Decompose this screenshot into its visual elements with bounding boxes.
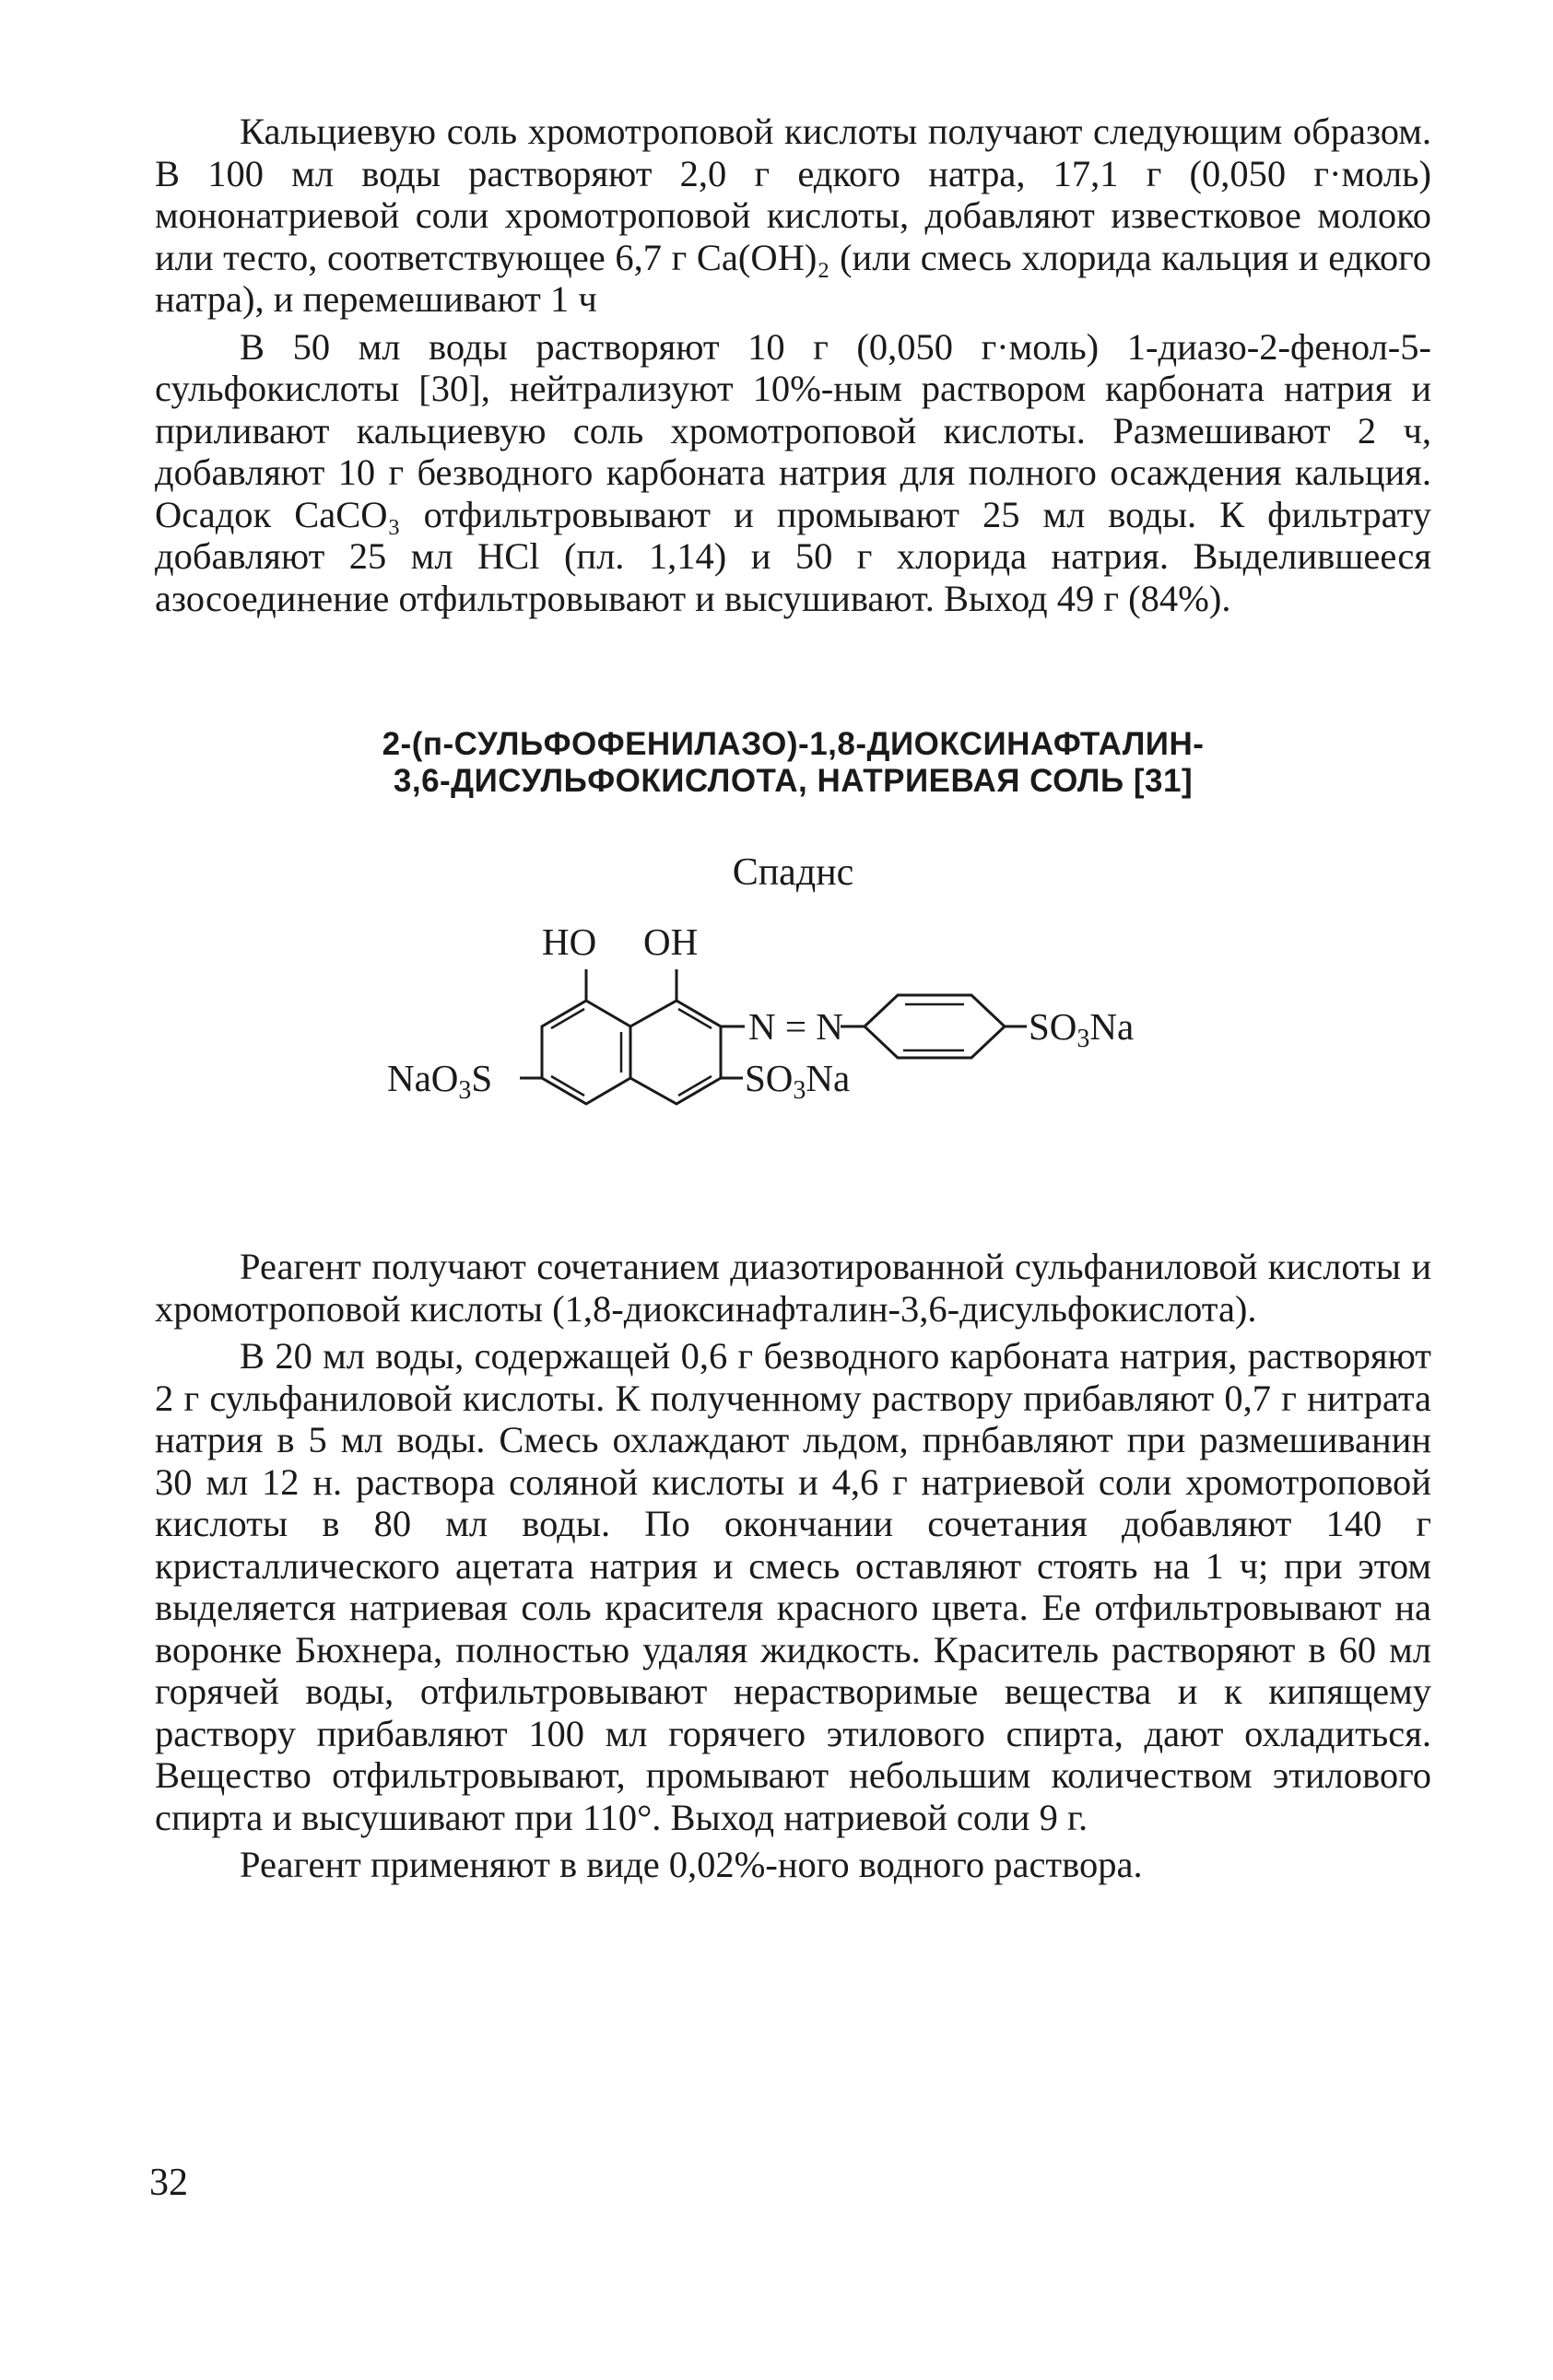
- page-number: 32: [149, 2162, 188, 2204]
- paragraph-calcium-salt: Кальциевую соль хромотроповой кислоты получают следующим образом. В 100 мл воды растворяют 2,0 г едкого натра, 17,1 г (0,050 г·моль) мононатриевой соли хромотроповой кислоты, добавляют известковое молоко или тесто, соответствующее 6,7 г Са(ОН)₂ (или смесь хлорида кальция и едкого натра), и перемешивают 1 ч: [155, 111, 1431, 320]
- compound-name: Спаднс: [732, 851, 854, 894]
- naphthalene-right-ring: [630, 1001, 721, 1104]
- page-content: [155, 111, 1431, 1886]
- paragraph-diazo-coupling: В 50 мл воды растворяют 10 г (0,050 г·моль) 1-диазо-2-фенол-5-сульфокислоты [30], нейтрализуют 10%-ным раствором карбоната натрия и приливают кальциевую соль хромотроповой кислоты. Размешивают 2 ч, добавляют 10 г безводного карбоната натрия для полного осаждения кальция. Осадок CaCO₃ отфильтровывают и промывают 25 мл воды. К фильтрату добавляют 25 мл HCl (пл. 1,14) и 50 г хлорида натрия. Выделившееся азосоединение отфильтровывают и высушивают. Выход 49 г (84%).: [155, 325, 1431, 619]
- section-heading: [155, 726, 1431, 800]
- structural-formula-drawing: [155, 916, 1431, 1183]
- formula-so3na-mid-label: SO3Na: [745, 1057, 851, 1105]
- formula-naso3-left-label: NaO3S: [387, 1057, 493, 1105]
- structural-formula: [155, 916, 1431, 1183]
- formula-azo-label: N = N: [748, 1005, 843, 1048]
- naphthalene-left-ring: [542, 1001, 630, 1104]
- formula-oh-label: OH: [643, 920, 699, 963]
- formula-ho-label: HO: [542, 920, 597, 963]
- paragraph-reagent-usage: Реагент применяют в виде 0,02%-ного водного раствора.: [240, 1844, 1143, 1885]
- heading-line-1: 2-(п-СУЛЬФОФЕНИЛАЗО)-1,8-ДИОКСИНАФТАЛИН-: [382, 726, 1205, 762]
- heading-line-2: 3,6-ДИСУЛЬФОКИСЛОТА, НАТРИЕВАЯ СОЛЬ [31]: [393, 763, 1194, 799]
- paragraph-reagent-preparation: Реагент получают сочетанием диазотированной сульфаниловой кислоты и хромотроповой кислоты (1,8-диоксинафталин-3,6-дисульфокислота).: [155, 1246, 1431, 1330]
- formula-so3na-right-label: SO3Na: [1029, 1005, 1135, 1053]
- paragraph-synthesis-procedure: В 20 мл воды, содержащей 0,6 г безводного карбоната натрия, растворяют 2 г сульфаниловой кислоты. К полученному раствору прибавляют 0,7 г нитрата натрия в 5 мл воды. Смесь охлаждают льдом, прнбавляют при размешиванин 30 мл 12 н. раствора соляной кислоты и 4,6 г натриевой соли хромотроповой кислоты в 80 мл воды. По окончании сочетания добавляют 140 г кристаллического ацетата натрия и смесь оставляют стоять на 1 ч; при этом выделяется натриевая соль красителя красного цвета. Ее отфильтровывают на воронке Бюхнера, полностью удаляя жидкость. Краситель растворяют в 60 мл горячей воды, отфильтровывают нерастворимые вещества и к кипящему раствору прибавляют 100 мл горячего этилового спирта, дают охладиться. Вещество отфильтровывают, промывают небольшим количеством этилового спирта и высушивают при 110°. Выход натриевой соли 9 г.: [155, 1335, 1431, 1838]
